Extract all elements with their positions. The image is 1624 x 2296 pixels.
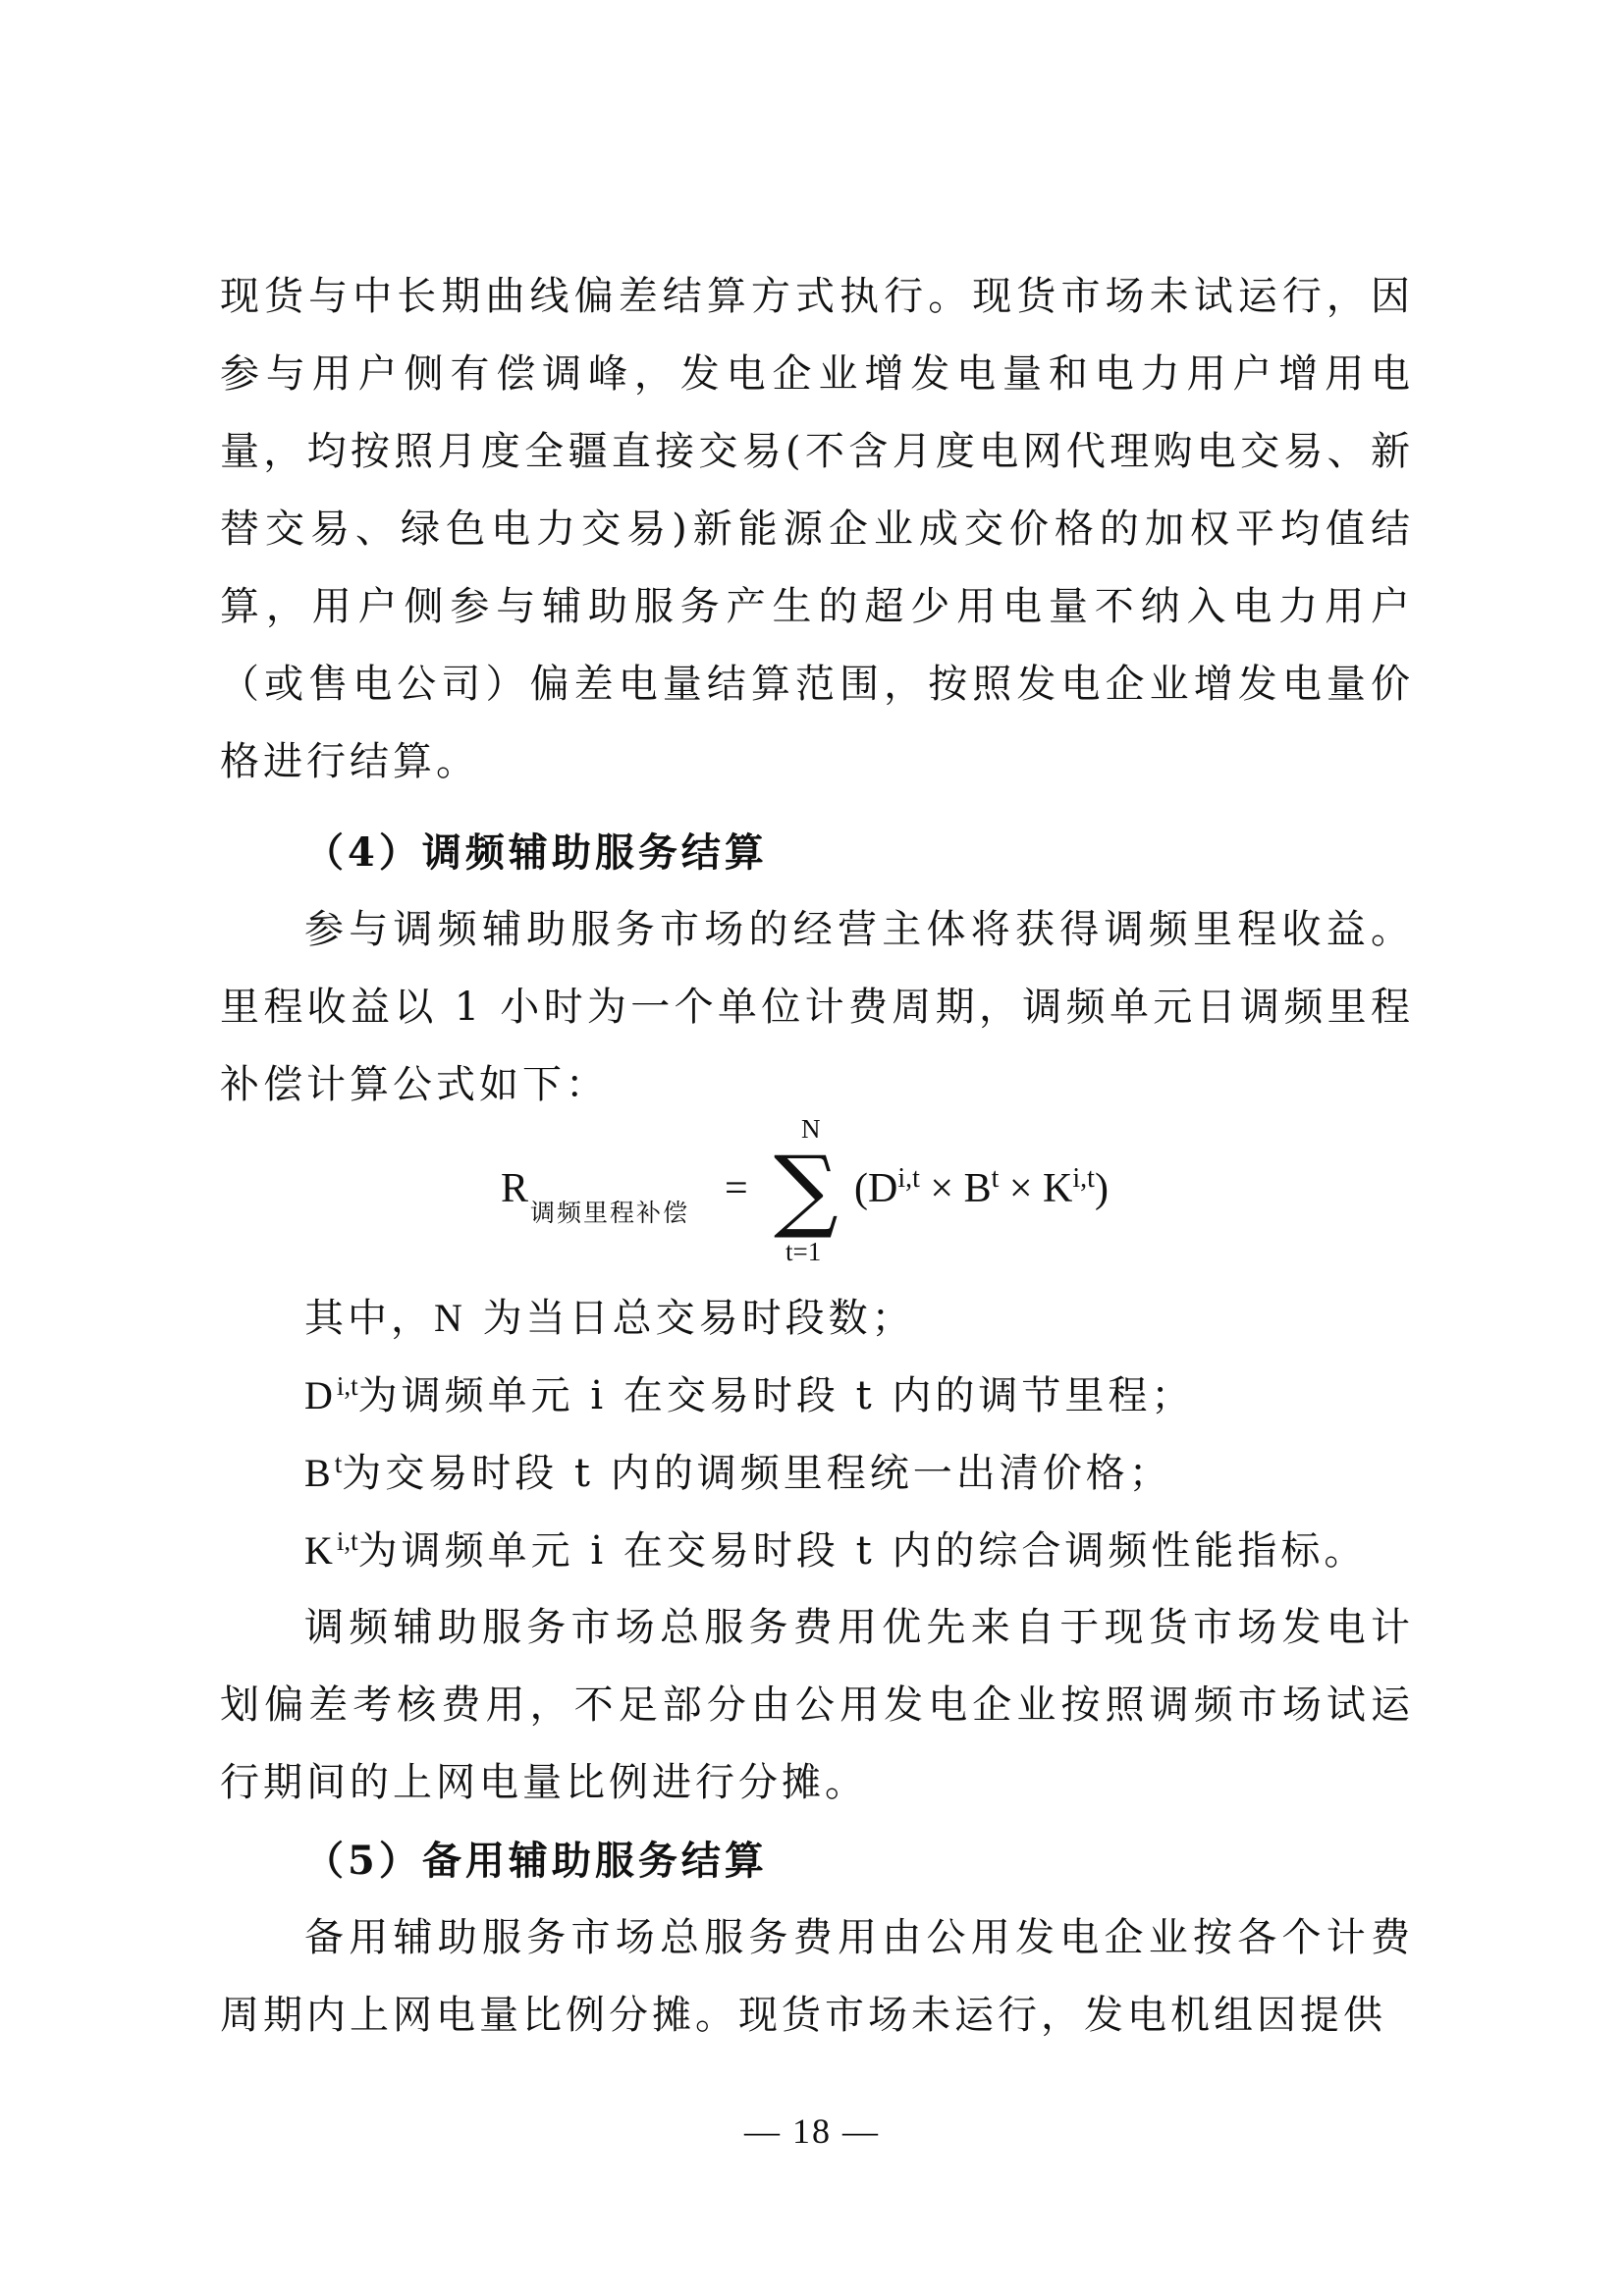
definition-k-superscript: i,t — [336, 1526, 358, 1556]
definition-b — [304, 1434, 1172, 1513]
formula-sup-k: i,t — [1072, 1163, 1095, 1194]
formula-sup-d: i,t — [897, 1163, 920, 1194]
definition-b-superscript: t — [334, 1449, 343, 1478]
formula-equals: = — [725, 1166, 748, 1211]
definition-d-symbol: D — [304, 1373, 337, 1417]
definition-n-symbol: N — [434, 1296, 466, 1340]
formula-sum-upper-limit: N — [801, 1114, 821, 1144]
definition-k-symbol: K — [304, 1528, 337, 1573]
formula-open-d: (D — [854, 1166, 898, 1211]
paragraph-reserve-allocation: 备用辅助服务市场总服务费用由公用发电企业按各个计费周期内上网电量比例分摊。现货市场未运行，发电机组因提供 — [220, 1915, 1414, 2038]
definition-d-superscript: i,t — [336, 1371, 358, 1401]
formula-sum-lower-limit: t=1 — [785, 1237, 822, 1266]
definition-n — [304, 1279, 915, 1358]
formula-lhs: R — [501, 1166, 529, 1211]
definition-k-text: 为调频单元 i 在交易时段 t 内的综合调频性能指标。 — [357, 1528, 1368, 1574]
page-number: — 18 — — [744, 2111, 880, 2151]
formula-times-b: × B — [919, 1166, 992, 1211]
definition-n-text: 为当日总交易时段数； — [465, 1296, 915, 1341]
formula-sup-b: t — [991, 1163, 1000, 1194]
definition-d — [304, 1357, 1194, 1435]
section-heading-frequency-regulation: （4）调频辅助服务结算 — [304, 829, 768, 876]
definition-b-symbol: B — [304, 1451, 335, 1495]
paragraph-mileage-revenue: 参与调频辅助服务市场的经营主体将获得调频里程收益。里程收益以 1 小时为一个单位计费周期，调频单元日调频里程补偿计算公式如下： — [220, 907, 1414, 1107]
formula-close: ) — [1094, 1166, 1109, 1211]
paragraph-fee-allocation: 调频辅助服务市场总服务费用优先来自于现货市场发电计划偏差考核费用，不足部分由公用发电企业按照调频市场试运行期间的上网电量比例进行分摊。 — [220, 1605, 1414, 1805]
formula-summation-sign: ∑ — [774, 1137, 839, 1242]
definition-b-text: 为交易时段 t 内的调频里程统一出清价格； — [342, 1451, 1172, 1496]
definition-k — [304, 1512, 1367, 1590]
definition-d-text: 为调频单元 i 在交易时段 t 内的调节里程； — [357, 1373, 1195, 1418]
paragraph-offpeak-settlement: 现货与中长期曲线偏差结算方式执行。现货市场未试运行，因参与用户侧有偿调峰，发电企业增发电量和电力用户增用电量，均按照月度全疆直接交易(不含月度电网代理购电交易、新替交易、绿色电力交易)新能源企业成交价格的加权平均值结算，用户侧参与辅助服务产生的超少用电量不纳入电力用户（或售电公司）偏差电量结算范围，按照发电企业增发电量价格进行结算。 — [220, 274, 1414, 784]
formula-summand — [854, 1165, 1109, 1212]
section-heading-reserve: （5）备用辅助服务结算 — [304, 1838, 768, 1884]
formula-lhs-subscript: 调频里程补偿 — [530, 1199, 690, 1227]
formula-times-k: × K — [999, 1166, 1073, 1211]
definition-n-prefix: 其中， — [304, 1296, 434, 1341]
mileage-compensation-formula — [501, 1114, 1188, 1281]
